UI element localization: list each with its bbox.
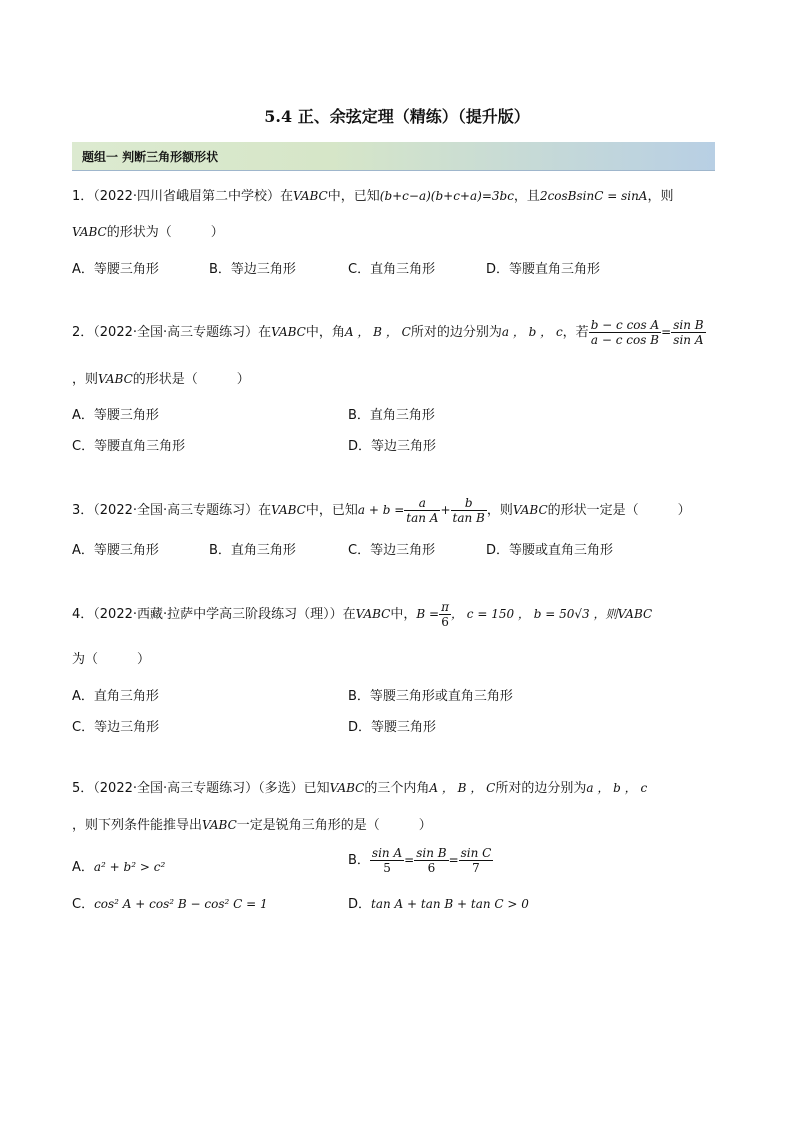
- q2-angles: A ， B ， C: [344, 325, 411, 339]
- q2-text-3: ，若: [562, 325, 589, 340]
- q5-b-eq-2: =: [448, 853, 459, 867]
- q1-prefix: 1．（2022·四川省峨眉第二中学校）在: [72, 189, 293, 204]
- q3-option-d[interactable]: D．等腰或直角三角形: [486, 543, 614, 558]
- q5-option-d-math: tan A + tan B + tan C > 0: [371, 897, 529, 911]
- question-5-line-1: [72, 777, 647, 796]
- q2-triangle: VABC: [271, 325, 306, 339]
- q5-b-fraction-3: $\frac{\text{sin C}}{7}$: [460, 846, 492, 875]
- q4-option-d[interactable]: D．等腰三角形: [348, 720, 437, 735]
- q3-option-b[interactable]: B．直角三角形: [209, 543, 296, 558]
- q1-option-d[interactable]: D．等腰直角三角形: [486, 262, 601, 277]
- q5-option-a[interactable]: [72, 856, 165, 875]
- q5-text: 的三个内角: [364, 781, 430, 796]
- question-2-line-1: [72, 318, 706, 347]
- q3-text: 中，已知: [305, 503, 358, 518]
- q1-text-2: ，且: [513, 189, 540, 204]
- q4-prefix: 4．（2022·西藏·拉萨中学高三阶段练习（理））在: [72, 607, 356, 622]
- q5-angles: A ， B ， C: [429, 781, 496, 795]
- q3-triangle: VABC: [271, 503, 306, 517]
- question-1-line-1: [72, 185, 674, 204]
- q5-text-2: 所对的边分别为: [495, 781, 587, 796]
- q2-option-a[interactable]: A．等腰三角形: [72, 408, 159, 423]
- q3-prefix: 3．（2022·全国·高三专题练习）在: [72, 503, 272, 518]
- q1-option-b[interactable]: B．等边三角形: [209, 262, 296, 277]
- question-2-line-2: [72, 368, 250, 387]
- q3-text-2: ，则: [486, 503, 513, 518]
- q2-option-b[interactable]: B．直角三角形: [348, 408, 435, 423]
- q5-option-a-label: A．: [72, 860, 94, 875]
- q1-condition-2: 2cosBsinC = sinA: [539, 189, 648, 203]
- q5-prefix: 5．（2022·全国·高三专题练习）（多选）已知: [72, 781, 330, 796]
- section-banner: [72, 142, 715, 171]
- q5-option-a-math: a² + b² > c²: [93, 860, 166, 874]
- q5-option-c-label: C．: [72, 897, 95, 912]
- q5-b-fraction-2: $\frac{\text{sin B}}{6}$: [416, 846, 447, 875]
- q3-fraction-2: $\frac{b}{\text{tan B}}$: [452, 496, 485, 525]
- q4-triangle-2: VABC: [617, 607, 653, 621]
- q5-text-3: ，则下列条件能推导出: [72, 818, 203, 833]
- q5-option-c[interactable]: [72, 893, 268, 912]
- question-4-line-2: [72, 648, 150, 667]
- q4-angle-b: B =: [416, 607, 440, 621]
- q4-sides: ， c = 150 ， b = 50√3 ，则: [450, 607, 618, 621]
- q3-triangle-2: VABC: [512, 503, 548, 517]
- q5-triangle: VABC: [329, 781, 365, 795]
- question-3-line-1: [72, 496, 691, 525]
- q4-option-b[interactable]: B．等腰三角形或直角三角形: [348, 689, 513, 704]
- q4-triangle: VABC: [355, 607, 391, 621]
- q2-text: 中，角: [305, 325, 345, 340]
- q2-triangle-2: VABC: [98, 372, 133, 386]
- q2-text-2: 所对的边分别为: [410, 325, 502, 340]
- q4-option-c[interactable]: C．等边三角形: [72, 720, 160, 735]
- q1-triangle-2: VABC: [72, 225, 107, 239]
- section-title: 题组一 判断三角形额形状: [82, 150, 219, 164]
- q1-triangle: VABC: [293, 189, 328, 203]
- q2-stem-end: 的形状是（ ）: [132, 372, 250, 387]
- q2-sides: a ， b ， c: [501, 325, 563, 339]
- q5-b-eq-1: =: [404, 853, 415, 867]
- q3-fraction-1: $\frac{a}{\text{tan A}}$: [406, 496, 439, 525]
- q1-stem-end: 的形状为（ ）: [106, 225, 224, 240]
- q3-stem-end: 的形状一定是（ ）: [547, 503, 691, 518]
- q4-fraction: $\frac{\pi}{6}$: [441, 600, 449, 629]
- q5-option-d[interactable]: [348, 893, 529, 912]
- q1-text: 中，已知: [327, 189, 380, 204]
- q2-option-d[interactable]: D．等边三角形: [348, 439, 437, 454]
- q4-option-a[interactable]: A．直角三角形: [72, 689, 159, 704]
- q2-prefix: 2．（2022·全国·高三专题练习）在: [72, 325, 272, 340]
- q5-option-b[interactable]: [348, 846, 493, 875]
- q5-sides: a ， b ， c: [586, 781, 648, 795]
- q2-fraction-left: $\frac{\text{b − c cos A}}{\text{a − c cos B}}$: [590, 318, 660, 347]
- q5-triangle-2: VABC: [202, 818, 237, 832]
- q2-text-4: ，则: [72, 372, 99, 387]
- question-4-line-1: [72, 600, 652, 629]
- q1-option-c[interactable]: C．直角三角形: [348, 262, 436, 277]
- q4-stem-end: 为（ ）: [72, 652, 151, 667]
- q1-text-3: ，则: [647, 189, 674, 204]
- q5-b-fraction-1: $\frac{\text{sin A}}{5}$: [371, 846, 403, 875]
- q5-option-b-label: B．: [348, 853, 370, 868]
- q5-stem-end: 一定是锐角三角形的是（ ）: [236, 818, 432, 833]
- question-1-line-2: [72, 221, 224, 240]
- q3-option-a[interactable]: A．等腰三角形: [72, 543, 159, 558]
- q3-option-c[interactable]: C．等边三角形: [348, 543, 436, 558]
- question-5-line-2: [72, 814, 432, 833]
- q3-plus: +: [440, 503, 451, 517]
- q2-equals: =: [661, 325, 672, 339]
- q5-option-d-label: D．: [348, 897, 372, 912]
- page-title: 5.4 正、余弦定理（精练）（提升版）: [264, 107, 530, 126]
- q2-option-c[interactable]: C．等腰直角三角形: [72, 439, 186, 454]
- q4-text: 中，: [390, 607, 417, 622]
- q1-condition-1: (b+c−a)(b+c+a)=3bc: [379, 189, 514, 203]
- q3-lhs: a + b =: [357, 503, 405, 517]
- q1-option-a[interactable]: A．等腰三角形: [72, 262, 159, 277]
- q2-fraction-right: $\frac{\text{sin B}}{\text{sin A}}$: [673, 318, 704, 347]
- q5-option-c-math: cos² A + cos² B − cos² C = 1: [94, 897, 268, 911]
